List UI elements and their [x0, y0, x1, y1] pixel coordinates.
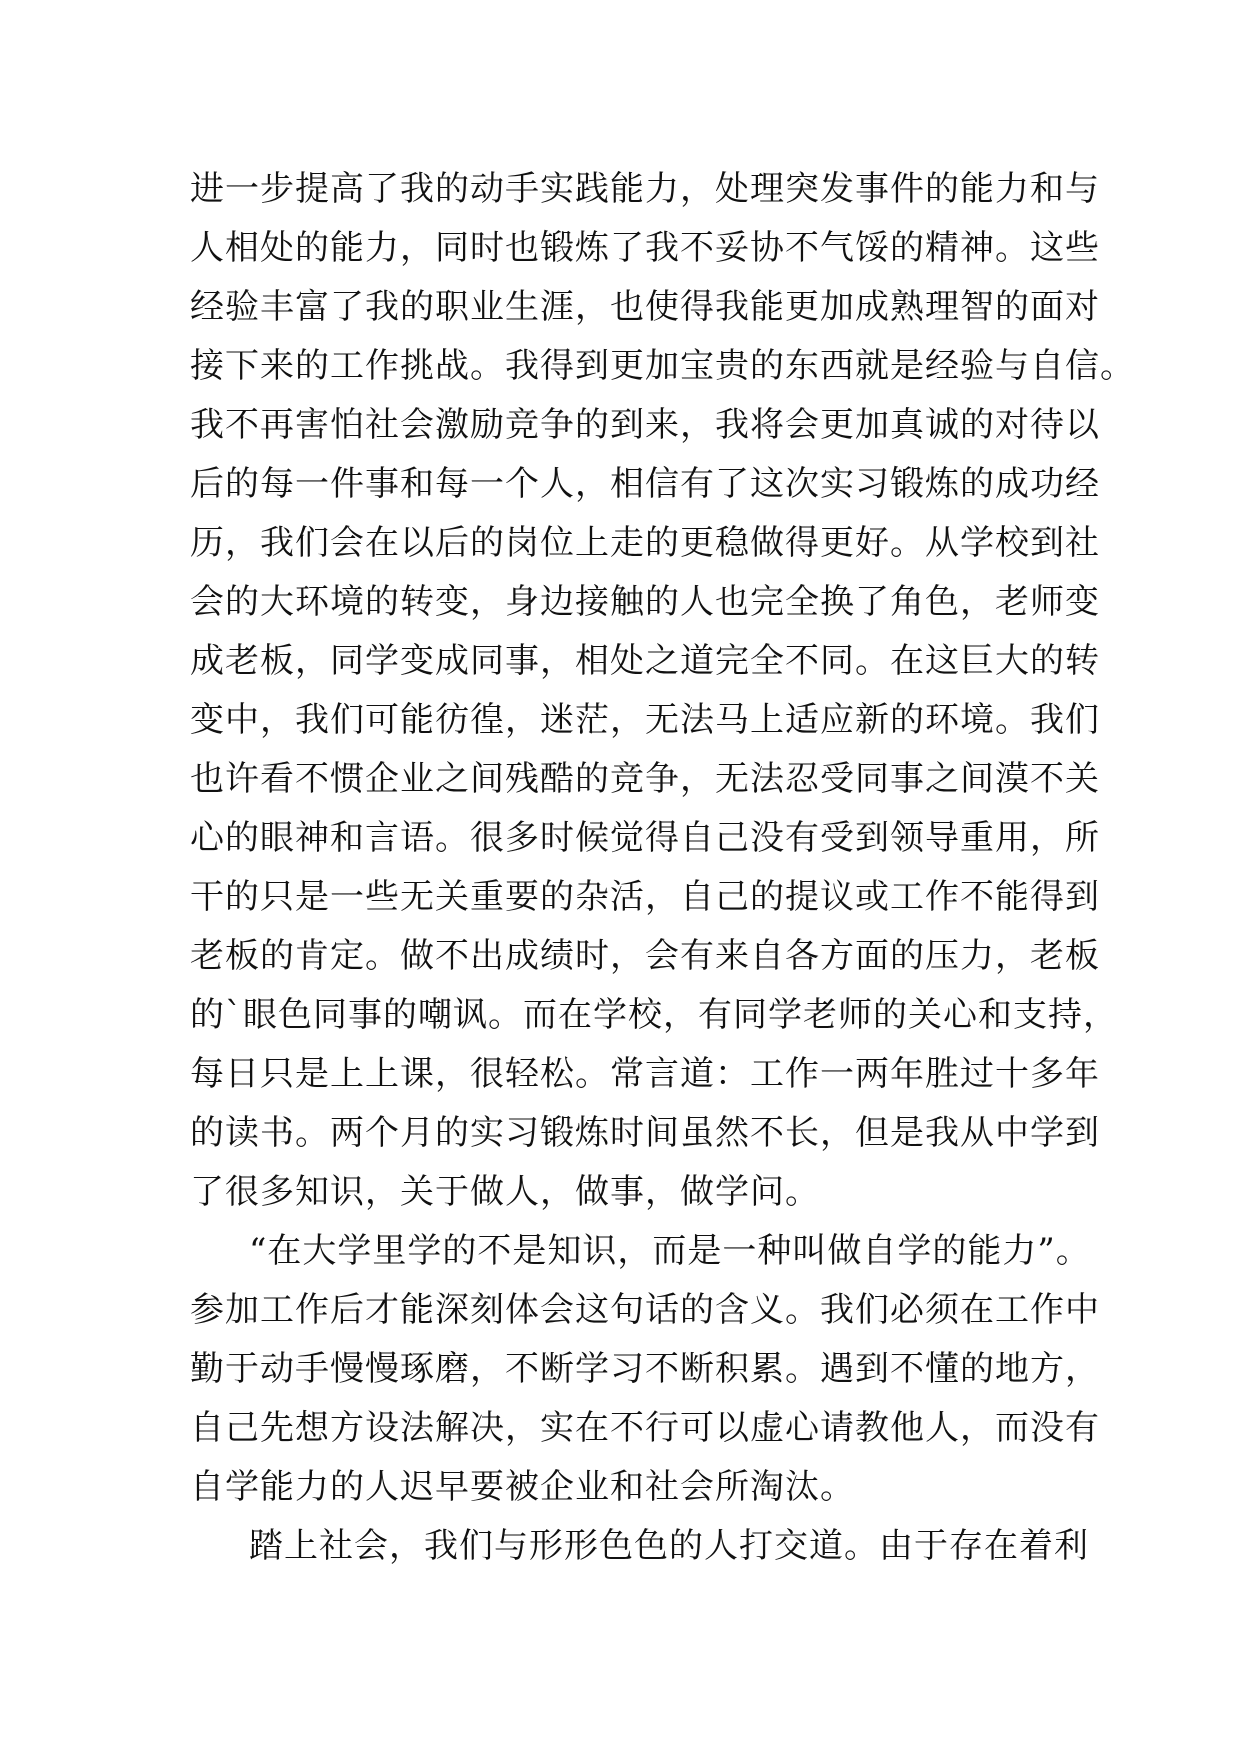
text-line: 经验丰富了我的职业生涯，也使得我能更加成熟理智的面对 — [190, 287, 1100, 327]
body-text — [190, 160, 1135, 1576]
text-line: 老板的肯定。做不出成绩时，会有来自各方面的压力，老板 — [190, 936, 1100, 976]
text-line: 人相处的能力，同时也锻炼了我不妥协不气馁的精神。这些 — [190, 228, 1100, 268]
text-line: 成老板，同学变成同事，相处之道完全不同。在这巨大的转 — [190, 641, 1100, 681]
text-line: 的读书。两个月的实习锻炼时间虽然不长，但是我从中学到 — [190, 1113, 1100, 1153]
text-line: 也许看不惯企业之间残酷的竞争，无法忍受同事之间漠不关 — [190, 759, 1100, 799]
text-line: 进一步提高了我的动手实践能力，处理突发事件的能力和与 — [190, 169, 1100, 209]
text-line: 自己先想方设法解决，实在不行可以虚心请教他人，而没有 — [190, 1408, 1100, 1448]
text-line: 每日只是上上课，很轻松。常言道：工作一两年胜过十多年 — [190, 1054, 1100, 1094]
text-line: 我不再害怕社会激励竞争的到来，我将会更加真诚的对待以 — [190, 405, 1100, 445]
text-line: 后的每一件事和每一个人，相信有了这次实习锻炼的成功经 — [190, 464, 1100, 504]
text-line: 变中，我们可能彷徨，迷茫，无法马上适应新的环境。我们 — [190, 700, 1100, 740]
text-line: “在大学里学的不是知识，而是一种叫做自学的能力”。 — [249, 1231, 1091, 1271]
text-line: 的`眼色同事的嘲讽。而在学校，有同学老师的关心和支持， — [190, 995, 1118, 1035]
text-line: 自学能力的人迟早要被企业和社会所淘汰。 — [190, 1467, 855, 1507]
text-line: 接下来的工作挑战。我得到更加宝贵的东西就是经验与自信。 — [190, 346, 1135, 386]
text-line: 会的大环境的转变，身边接触的人也完全换了角色，老师变 — [190, 582, 1100, 622]
text-line: 参加工作后才能深刻体会这句话的含义。我们必须在工作中 — [190, 1290, 1100, 1330]
text-line: 历，我们会在以后的岗位上走的更稳做得更好。从学校到社 — [190, 523, 1100, 563]
text-line: 心的眼神和言语。很多时候觉得自己没有受到领导重用，所 — [190, 818, 1100, 858]
text-line: 踏上社会，我们与形形色色的人打交道。由于存在着利 — [249, 1526, 1089, 1566]
text-line: 了很多知识，关于做人，做事，做学问。 — [190, 1172, 820, 1212]
text-line: 勤于动手慢慢琢磨，不断学习不断积累。遇到不懂的地方， — [190, 1349, 1100, 1389]
text-line: 干的只是一些无关重要的杂活，自己的提议或工作不能得到 — [190, 877, 1100, 917]
